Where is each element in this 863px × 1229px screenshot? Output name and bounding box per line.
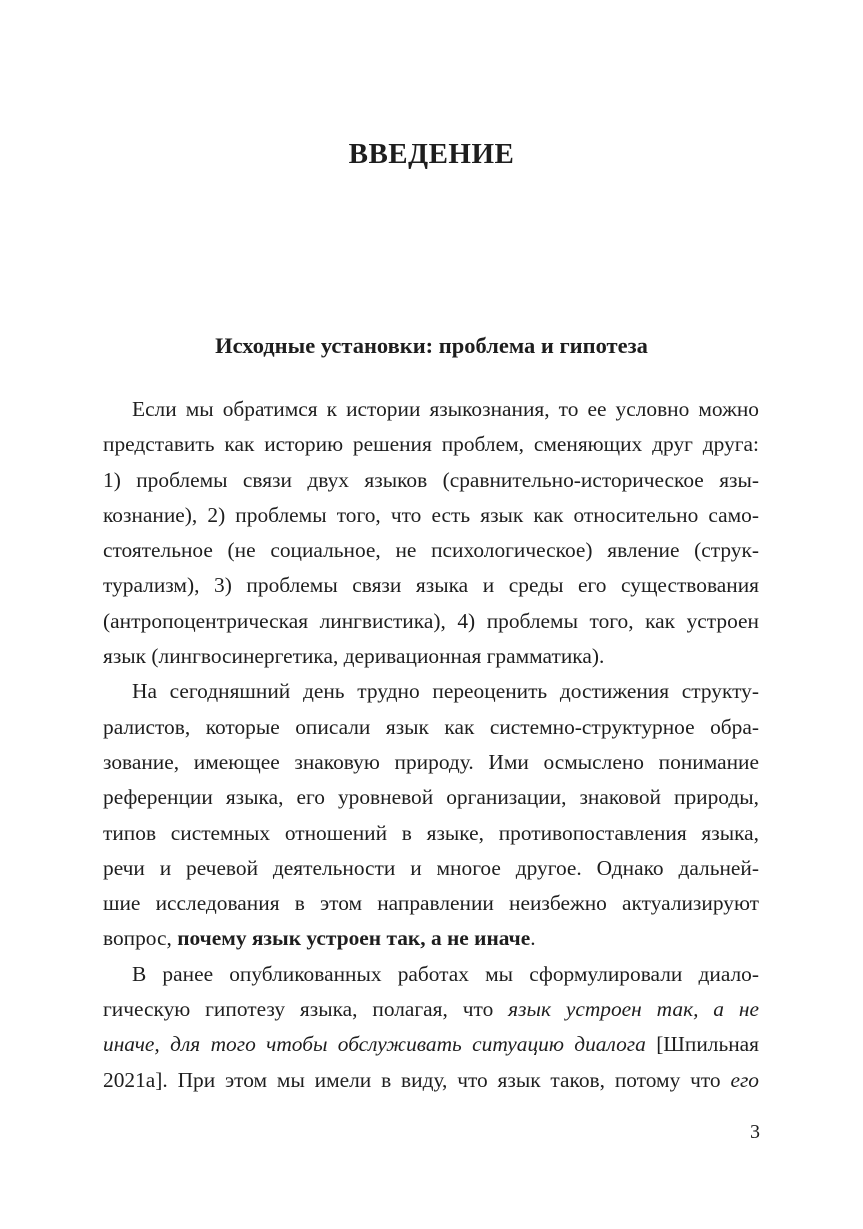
paragraph-hypothesis	[103, 957, 759, 1098]
text-line	[103, 1027, 759, 1062]
italic-word: его	[730, 1067, 759, 1092]
section-heading: Исходные установки: проблема и гипотеза	[215, 333, 648, 358]
text-line: кознание), 2) проблемы того, что есть язык как относительно само-	[103, 502, 759, 527]
text-line: зование, имеющее знаковую природу. Ими осмыслено понимание	[103, 749, 759, 774]
text-line: 2021а]. При этом мы имели в виду, что язык таков, потому что его	[103, 1067, 759, 1092]
body-text	[103, 392, 759, 1098]
text-line: представить как историю решения проблем, сменяющих друг друга:	[103, 432, 759, 457]
paragraph-structuralism	[103, 674, 759, 956]
text-line: шие исследования в этом направлении неизбежно актуализируют	[103, 891, 759, 916]
text-line: Если мы обратимся к истории языкознания, то ее условно можно	[132, 397, 759, 421]
citation: [Шпильная	[645, 1032, 759, 1057]
page-title: ВВЕДЕНИЕ	[348, 138, 515, 170]
text-line: язык (лингвосинергетика, деривационная грамматика).	[103, 644, 605, 669]
paragraph-history	[103, 392, 759, 674]
page-number: 3	[750, 1121, 760, 1143]
text-line: 1) проблемы связи двух языков (сравнительно-историческое язы-	[103, 467, 759, 492]
italic-hypothesis: язык устроен так, а не	[508, 997, 759, 1022]
italic-hypothesis: иначе, для того чтобы обслуживать ситуацию диалога	[103, 1032, 646, 1057]
text-line: гическую гипотезу языка, полагая, что язык устроен так, а не	[103, 997, 759, 1022]
text-line: речи и речевой деятельности и многое другое. Однако дальней-	[103, 855, 759, 880]
text-line: референции языка, его уровневой организации, знаковой природы,	[103, 785, 759, 810]
text-line: турализм), 3) проблемы связи языка и среды его существования	[103, 573, 759, 598]
bold-question: почему язык устроен так, а не иначе	[177, 926, 531, 951]
text-line: (антропоцентрическая лингвистика), 4) проблемы того, как устроен	[103, 608, 759, 633]
text-line: На сегодняшний день трудно переоценить достижения структу-	[132, 679, 759, 704]
text-line: В ранее опубликованных работах мы сформулировали диало-	[132, 961, 759, 986]
text-line: ралистов, которые описали язык как системно-структурное обра-	[103, 714, 759, 739]
text-line: вопрос, почему язык устроен так, а не иначе.	[103, 926, 536, 951]
text-line: типов системных отношений в языке, противопоставления языка,	[103, 820, 759, 845]
text-line: стоятельное (не социальное, не психологическое) явление (струк-	[103, 538, 759, 563]
